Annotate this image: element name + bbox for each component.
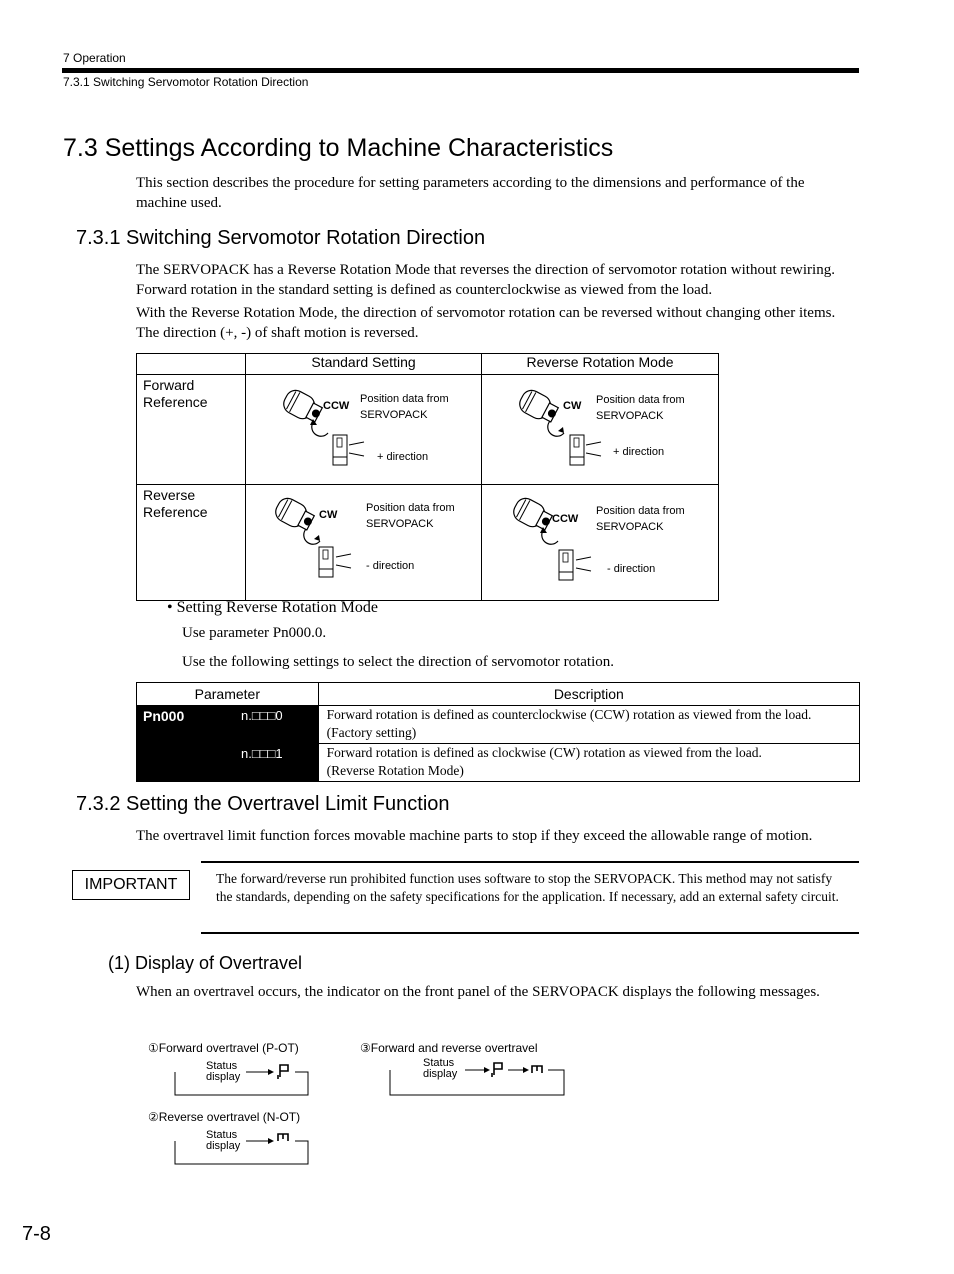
col-parameter: Parameter (137, 683, 319, 706)
important-label: IMPORTANT (72, 870, 190, 900)
ccw-label: CCW (323, 400, 350, 412)
motor-diagram-icon (246, 375, 481, 479)
display-para: When an overtravel occurs, the indicator on the front panel of the SERVOPACK displays the following messages. (136, 984, 820, 1000)
col-standard-setting: Standard Setting (246, 354, 482, 375)
desc-row-1-line1: Forward rotation is defined as clockwise (CW) rotation as viewed from the load. (326, 745, 762, 760)
minus-direction-label: - direction (366, 560, 415, 572)
bullet-dot: • (167, 599, 177, 616)
col-reverse-rotation-mode: Reverse Rotation Mode (482, 354, 719, 375)
param-value-0: n.□□□0 (227, 706, 318, 744)
n-ot-segment-icon (532, 1066, 542, 1073)
item1-label: ①Forward overtravel (P-OT) (148, 1041, 299, 1055)
display-label: display (206, 1071, 241, 1083)
bullet-line1: Use parameter Pn000.0. (182, 625, 327, 641)
plus-direction-label: + direction (613, 446, 665, 458)
sub1-para1: The SERVOPACK has a Reverse Rotation Mode that reverses the direction of servomotor rotation without rewiring. Forward rotation in the standard setting is defined as counterclockwise as viewed from the load. (136, 262, 835, 298)
row-forward-reference: Forward Reference (137, 375, 246, 485)
desc-row-1 (318, 744, 859, 782)
bullet-line2: Use the following settings to select the direction of servomotor rotation. (182, 654, 614, 670)
p-ot-segment-icon (278, 1065, 288, 1079)
cell-reverse-standard (246, 485, 482, 601)
display-title: (1) Display of Overtravel (108, 953, 303, 973)
ccw-label: CCW (552, 513, 579, 525)
status-label: Status (206, 1060, 238, 1072)
overtravel-display-diagrams (140, 1035, 580, 1175)
item3-label: ③Forward and reverse overtravel (360, 1041, 538, 1055)
plus-direction-label: + direction (377, 451, 429, 463)
bullet-item (167, 599, 378, 617)
servopack-label: SERVOPACK (360, 409, 428, 421)
running-header-subsection: 7.3.1 Switching Servomotor Rotation Direction (63, 75, 309, 89)
cell-forward-reverse (482, 375, 719, 485)
cell-reverse-reverse (482, 485, 719, 601)
display-label: display (423, 1068, 458, 1080)
sub1-para2: With the Reverse Rotation Mode, the direction of servomotor rotation can be reversed without changing other items. The direction (+, -) of shaft motion is reversed. (136, 305, 836, 341)
row-reverse-reference: Reverse Reference (137, 485, 246, 601)
status-label: Status (206, 1129, 238, 1141)
important-rule-top (201, 861, 859, 863)
desc-row-1-line2: (Reverse Rotation Mode) (326, 763, 464, 778)
subsection-title-7-3-2: 7.3.2 Setting the Overtravel Limit Function (76, 793, 450, 815)
motor-diagram-icon (482, 485, 718, 595)
position-data-label: Position data from (366, 502, 455, 514)
rotation-direction-table (136, 353, 719, 601)
important-rule-bottom (201, 932, 859, 934)
desc-row-0-line2: (Factory setting) (326, 725, 417, 740)
p-ot-segment-icon (492, 1063, 502, 1077)
servopack-label: SERVOPACK (596, 410, 664, 422)
param-pn000: Pn000 (137, 706, 228, 782)
parameter-table (136, 682, 860, 782)
running-header-chapter: 7 Operation (63, 51, 126, 65)
servopack-label: SERVOPACK (366, 518, 434, 530)
cw-label: CW (563, 400, 582, 412)
n-ot-segment-icon (278, 1134, 288, 1141)
desc-row-0-line1: Forward rotation is defined as counterclockwise (CCW) rotation as viewed from the load. (326, 707, 812, 722)
cw-label: CW (319, 509, 338, 521)
bullet-title: Setting Reverse Rotation Mode (176, 599, 378, 616)
position-data-label: Position data from (360, 393, 449, 405)
important-text: The forward/reverse run prohibited function uses software to stop the SERVOPACK. This method may not satisfy the standards, depending on the safety specifications for the application. If necessary, add an external safety circuit. (216, 871, 839, 904)
subsection-title-7-3-1: 7.3.1 Switching Servomotor Rotation Direction (76, 227, 486, 249)
status-label: Status (423, 1057, 455, 1069)
header-rule (62, 68, 859, 73)
minus-direction-label: - direction (607, 563, 656, 575)
display-label: display (206, 1140, 241, 1152)
cell-forward-standard (246, 375, 482, 485)
section-intro: This section describes the procedure for setting parameters according to the dimensions and performance of the machine used. (136, 175, 805, 211)
section-title: 7.3 Settings According to Machine Characteristics (63, 134, 614, 162)
col-description: Description (318, 683, 859, 706)
param-value-1: n.□□□1 (227, 744, 318, 782)
servopack-label: SERVOPACK (596, 521, 664, 533)
item2-label: ②Reverse overtravel (N-OT) (148, 1110, 301, 1124)
desc-row-0 (318, 706, 859, 744)
sub2-para: The overtravel limit function forces movable machine parts to stop if they exceed the allowable range of motion. (136, 828, 813, 844)
position-data-label: Position data from (596, 394, 685, 406)
page-number: 7-8 (22, 1223, 51, 1245)
motor-diagram-icon (246, 485, 481, 595)
position-data-label: Position data from (596, 505, 685, 517)
motor-diagram-icon (482, 375, 718, 479)
